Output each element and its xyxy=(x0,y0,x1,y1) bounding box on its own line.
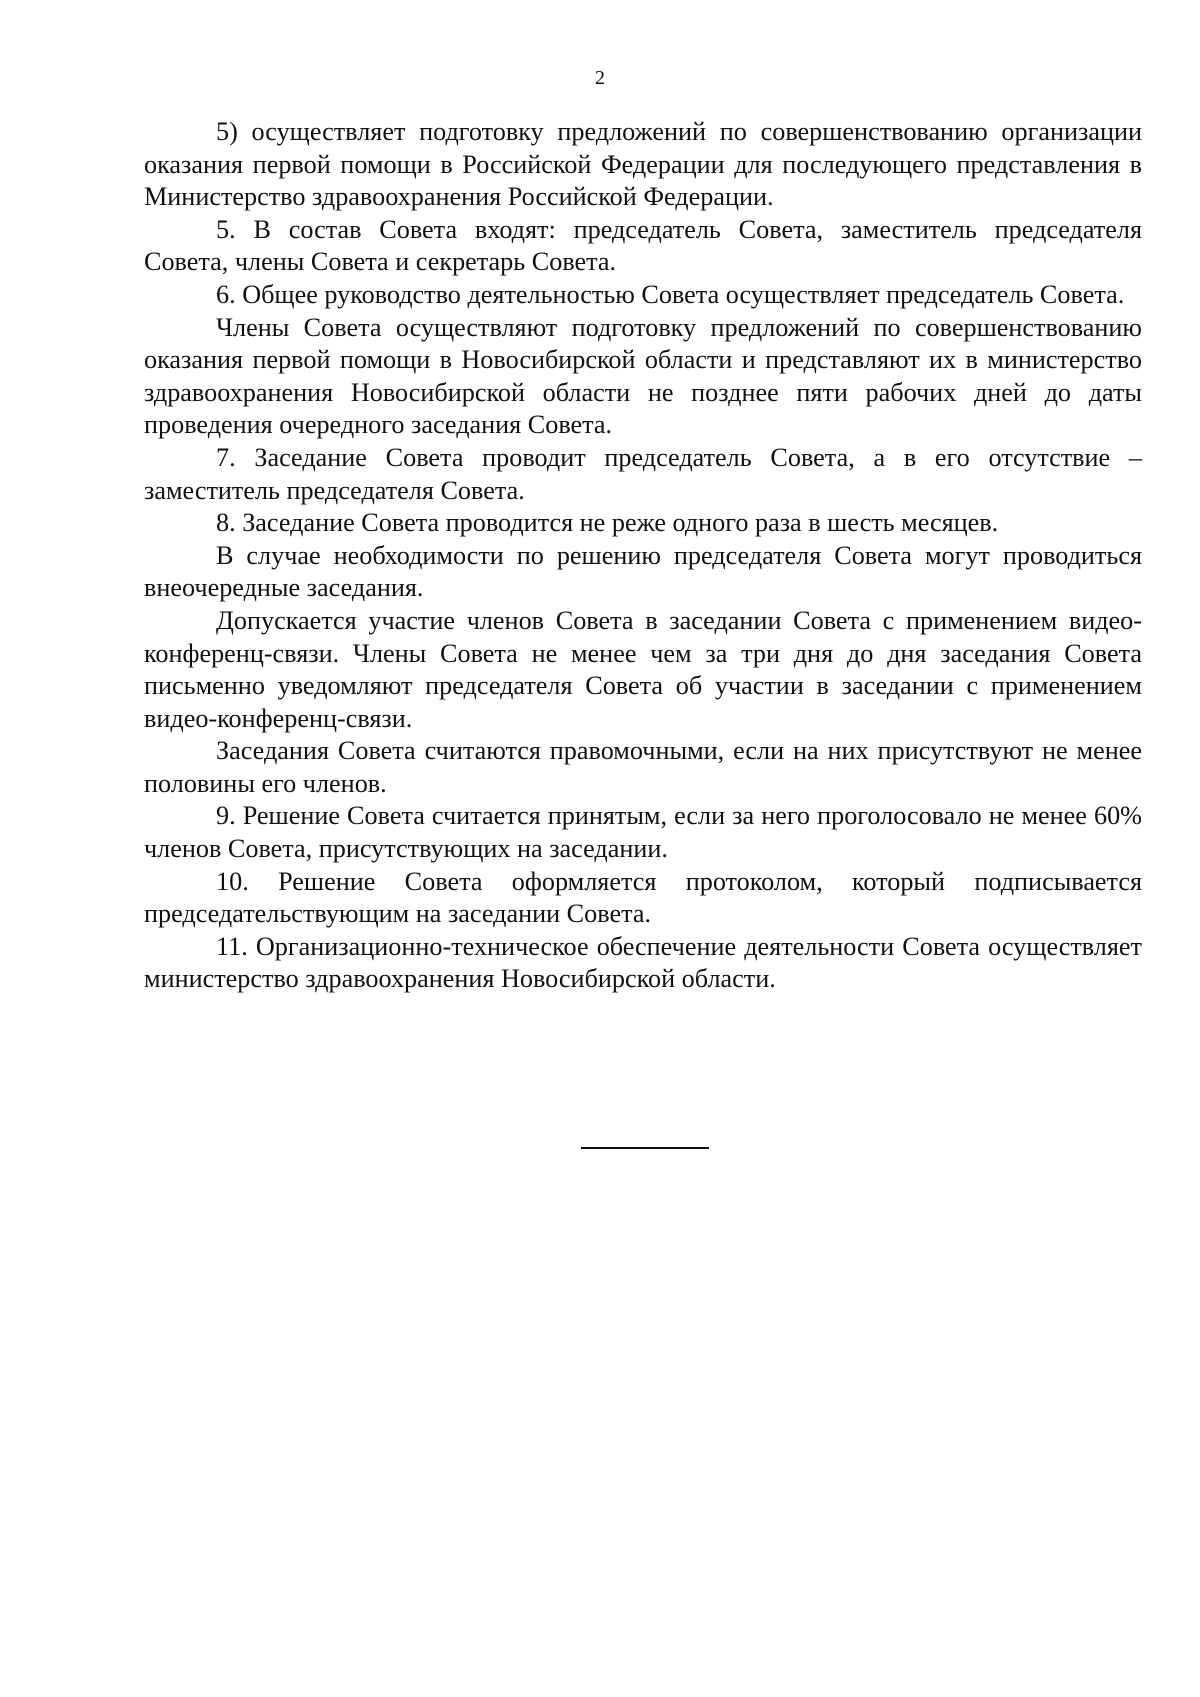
page-number: 2 xyxy=(595,67,605,89)
end-of-document-rule xyxy=(581,1147,709,1149)
paragraph-8-frequency: 8. Заседание Совета проводится не реже одного раза в шесть месяцев. xyxy=(216,508,999,538)
paragraph-6-members-proposals: Члены Совета осуществляют подготовку предложений по совершенствованию оказания первой помощи в Новосибирской области и представляют их в министерство здравоохранения Новосибирской области не позднее пяти рабочих дней до даты проведения очередного заседания Совета. xyxy=(144,312,1142,440)
paragraph-9-decision: 9. Решение Совета считается принятым, если за него проголосовало не менее 60% членов Совета, присутствующих на заседании. xyxy=(144,801,1142,864)
document-body xyxy=(144,116,1142,996)
paragraph-11-support: 11. Организационно-техническое обеспечение деятельности Совета осуществляет министерство здравоохранения Новосибирской области. xyxy=(144,931,1142,994)
paragraph-item-5-proposals: 5) осуществляет подготовку предложений по совершенствованию организации оказания первой помощи в Российской Федерации для последующего представления в Министерство здравоохранения Российской Федерации. xyxy=(144,117,1142,212)
paragraph-8-quorum: Заседания Совета считаются правомочными, если на них присутствуют не менее половины его членов. xyxy=(144,736,1142,798)
paragraph-6-leadership: 6. Общее руководство деятельностью Совета осуществляет председатель Совета. xyxy=(216,279,1125,309)
paragraph-10-protocol: 10. Решение Совета оформляется протоколом, который подписывается председательствующим на заседании Совета. xyxy=(144,866,1142,929)
paragraph-8-extraordinary: В случае необходимости по решению председателя Совета могут проводиться внеочередные заседания. xyxy=(144,540,1142,603)
paragraph-8-video-conference: Допускается участие членов Совета в заседании Совета с применением видео-конференц-связи. Члены Совета не менее чем за три дня до дня заседания Совета письменно уведомляют председателя Совета об участии в заседании с применением видео-конференц-связи. xyxy=(144,605,1142,733)
paragraph-7-chairing: 7. Заседание Совета проводит председатель Совета, а в его отсутствие – заместитель председателя Совета. xyxy=(144,442,1142,505)
paragraph-5-composition: 5. В состав Совета входят: председатель Совета, заместитель председателя Совета, члены Совета и секретарь Совета. xyxy=(144,214,1142,277)
